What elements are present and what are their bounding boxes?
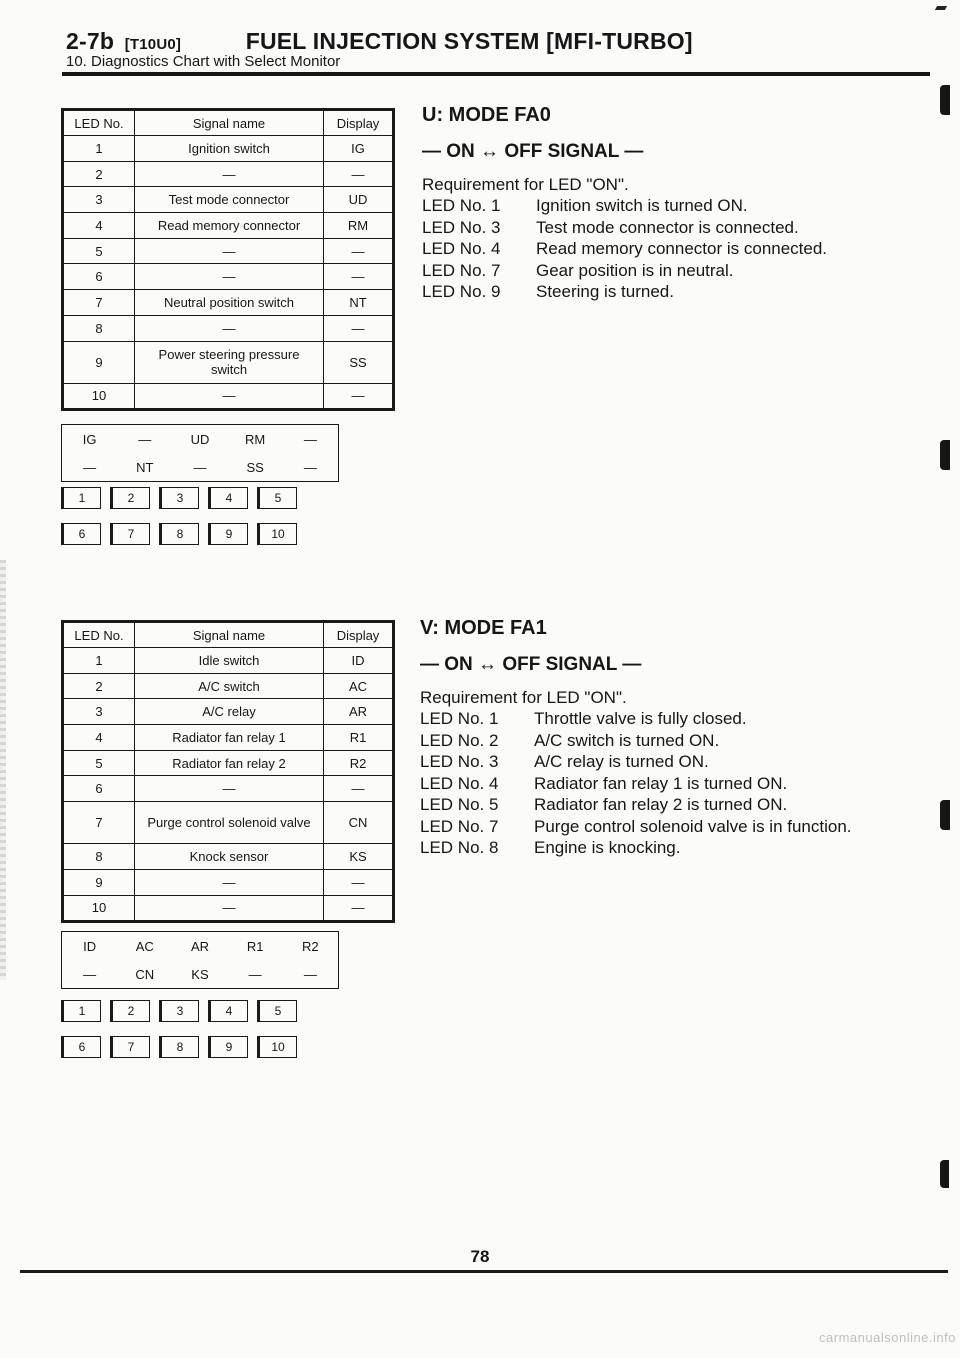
led-number-cell: 3 xyxy=(64,187,135,213)
led-indicator: 4 xyxy=(208,487,248,509)
led-indicator: 4 xyxy=(208,1000,248,1022)
led-requirement-item xyxy=(420,730,852,752)
display-code-cell: — xyxy=(324,869,393,895)
fa0-requirement: Requirement for LED "ON". xyxy=(422,175,629,194)
led-number-cell: 7 xyxy=(64,290,135,316)
led-number-cell: 5 xyxy=(64,750,135,776)
led-indicator: 9 xyxy=(208,1036,248,1058)
requirement-text: Test mode connector is connected. xyxy=(536,217,799,237)
display-code-cell: AC xyxy=(324,673,393,699)
led-indicator: 5 xyxy=(257,487,297,509)
fa1-description xyxy=(420,617,852,859)
requirement-text: Ignition switch is turned ON. xyxy=(536,196,748,215)
signal-name-cell: Idle switch xyxy=(135,648,324,674)
display-code-cell: NT xyxy=(324,290,393,316)
fa0-description xyxy=(422,104,827,303)
table-row xyxy=(64,187,393,213)
signal-name-cell: A/C switch xyxy=(135,673,324,699)
col-signal-name: Signal name xyxy=(135,111,324,136)
led-number-cell: 2 xyxy=(64,161,135,187)
fa1-subheading: — ON ↔ OFF SIGNAL — xyxy=(420,654,642,675)
display-code: AC xyxy=(135,938,154,954)
fa0-heading: U: MODE FA0 xyxy=(422,104,551,126)
display-code: — xyxy=(83,966,97,982)
col-led-no: LED No. xyxy=(64,111,135,136)
led-label: LED No. 3 xyxy=(420,752,499,771)
display-code: KS xyxy=(191,966,209,982)
requirement-text: Engine is knocking. xyxy=(534,838,681,857)
led-requirement-item xyxy=(422,238,827,260)
led-indicator: 6 xyxy=(61,523,101,545)
led-number-cell: 3 xyxy=(64,699,135,725)
led-requirement-item xyxy=(420,773,852,795)
signal-name-cell: — xyxy=(135,315,324,341)
led-requirement-item xyxy=(420,816,852,838)
led-label: LED No. 7 xyxy=(422,260,501,280)
signal-name-cell: Ignition switch xyxy=(135,136,324,162)
led-indicator: 3 xyxy=(159,487,199,509)
led-number-cell: 2 xyxy=(64,673,135,699)
requirement-text: Steering is turned. xyxy=(536,282,674,301)
binder-hole-mark xyxy=(940,85,950,115)
signal-name-cell: — xyxy=(135,776,324,802)
led-requirement-item xyxy=(422,260,827,282)
led-indicator: 1 xyxy=(61,1000,101,1022)
led-label: LED No. 1 xyxy=(422,196,501,215)
display-code: — xyxy=(193,459,207,475)
led-indicator: 2 xyxy=(110,487,150,509)
signal-name-cell: Test mode connector xyxy=(135,187,324,213)
signal-name-cell: — xyxy=(135,383,324,409)
fa0-signal-table xyxy=(61,108,395,411)
led-indicator: 2 xyxy=(110,1000,150,1022)
display-code: RM xyxy=(245,431,266,447)
table-row xyxy=(64,648,393,674)
led-number-cell: 4 xyxy=(64,725,135,751)
led-number-cell: 9 xyxy=(64,341,135,383)
signal-name-cell: Neutral position switch xyxy=(135,290,324,316)
led-number-cell: 1 xyxy=(64,136,135,162)
display-code: R1 xyxy=(246,938,264,954)
led-indicator: 5 xyxy=(257,1000,297,1022)
display-code: IG xyxy=(82,431,97,447)
requirement-text: Throttle valve is fully closed. xyxy=(534,709,747,728)
fa1-signal-table xyxy=(61,620,395,923)
led-indicator: 9 xyxy=(208,523,248,545)
led-number-cell: 10 xyxy=(64,383,135,409)
led-label: LED No. 3 xyxy=(422,217,501,237)
page-subtitle: 10. Diagnostics Chart with Select Monitor xyxy=(66,53,341,70)
display-code: — xyxy=(303,966,317,982)
led-requirement-item xyxy=(422,281,827,303)
display-code-cell: — xyxy=(324,264,393,290)
header-rule xyxy=(62,72,930,76)
table-row xyxy=(64,136,393,162)
table-row xyxy=(64,844,393,870)
requirement-text: Radiator fan relay 2 is turned ON. xyxy=(534,795,788,814)
led-indicator: 10 xyxy=(257,1036,297,1058)
table-row xyxy=(64,383,393,409)
led-number-cell: 5 xyxy=(64,238,135,264)
display-code-cell: RM xyxy=(324,213,393,239)
display-code-cell: KS xyxy=(324,844,393,870)
fa1-requirement: Requirement for LED "ON". xyxy=(420,688,627,707)
signal-name-cell: A/C relay xyxy=(135,699,324,725)
display-code: UD xyxy=(190,431,210,447)
table-row xyxy=(64,802,393,844)
fa1-display-box xyxy=(61,931,339,989)
display-code-cell: R2 xyxy=(324,750,393,776)
col-display: Display xyxy=(324,111,393,136)
display-code-cell: — xyxy=(324,238,393,264)
table-row xyxy=(64,895,393,921)
display-code: — xyxy=(138,431,152,447)
table-row xyxy=(64,315,393,341)
col-display: Display xyxy=(324,623,393,648)
table-row xyxy=(64,699,393,725)
display-code: — xyxy=(248,966,262,982)
led-requirement-item xyxy=(420,794,852,816)
led-indicator: 10 xyxy=(257,523,297,545)
display-code-cell: SS xyxy=(324,341,393,383)
signal-name-cell: Read memory connector xyxy=(135,213,324,239)
display-code-cell: — xyxy=(324,161,393,187)
col-led-no: LED No. xyxy=(64,623,135,648)
scan-mark xyxy=(935,6,947,10)
table-row xyxy=(64,776,393,802)
section-number: 2-7b xyxy=(66,28,115,54)
watermark-text: carmanualsonline.info xyxy=(819,1330,956,1345)
led-label: LED No. 5 xyxy=(420,795,499,814)
signal-name-cell: Knock sensor xyxy=(135,844,324,870)
signal-name-cell: Purge control solenoid valve xyxy=(135,802,324,844)
led-number-cell: 8 xyxy=(64,844,135,870)
signal-name-cell: — xyxy=(135,238,324,264)
signal-name-cell: Radiator fan relay 1 xyxy=(135,725,324,751)
led-indicator: 3 xyxy=(159,1000,199,1022)
led-label: LED No. 4 xyxy=(420,773,499,793)
display-code-cell: — xyxy=(324,895,393,921)
table-row xyxy=(64,290,393,316)
led-number-cell: 4 xyxy=(64,213,135,239)
led-number-cell: 6 xyxy=(64,264,135,290)
led-indicator: 8 xyxy=(159,523,199,545)
led-label: LED No. 8 xyxy=(420,838,499,857)
footer-rule xyxy=(20,1270,948,1273)
signal-name-cell: Power steering pressure switch xyxy=(135,341,324,383)
led-requirement-item xyxy=(420,708,852,730)
fa1-led-panel xyxy=(61,1000,297,1058)
display-code: SS xyxy=(246,459,264,475)
display-code-cell: IG xyxy=(324,136,393,162)
display-code-cell: ID xyxy=(324,648,393,674)
display-code: CN xyxy=(135,966,155,982)
table-row xyxy=(64,750,393,776)
led-requirement-item xyxy=(420,837,852,859)
led-requirement-item xyxy=(420,751,852,773)
signal-name-cell: Radiator fan relay 2 xyxy=(135,750,324,776)
table-row xyxy=(64,725,393,751)
fa0-led-panel xyxy=(61,487,297,545)
requirement-text: Read memory connector is connected. xyxy=(536,239,828,258)
display-code: — xyxy=(83,459,97,475)
display-code: ID xyxy=(83,938,97,954)
led-number-cell: 7 xyxy=(64,802,135,844)
led-label: LED No. 7 xyxy=(420,816,499,836)
requirement-text: Purge control solenoid valve is in function. xyxy=(534,816,852,836)
display-code-cell: — xyxy=(324,776,393,802)
led-requirement-item xyxy=(422,217,827,239)
fa0-subheading: — ON ↔ OFF SIGNAL — xyxy=(422,141,644,162)
display-code-cell: — xyxy=(324,383,393,409)
requirement-text: A/C switch is turned ON. xyxy=(534,730,720,750)
display-code: NT xyxy=(136,459,154,475)
table-row xyxy=(64,673,393,699)
table-row xyxy=(64,341,393,383)
display-code-cell: R1 xyxy=(324,725,393,751)
led-number-cell: 9 xyxy=(64,869,135,895)
requirement-text: A/C relay is turned ON. xyxy=(534,752,709,771)
display-code-cell: — xyxy=(324,315,393,341)
requirement-text: Radiator fan relay 1 is turned ON. xyxy=(534,773,788,793)
display-code: — xyxy=(303,459,317,475)
display-code-cell: AR xyxy=(324,699,393,725)
led-label: LED No. 4 xyxy=(422,239,501,258)
page-number: 78 xyxy=(470,1247,490,1266)
led-label: LED No. 1 xyxy=(420,709,499,728)
table-row xyxy=(64,869,393,895)
display-code: — xyxy=(303,431,317,447)
page-header xyxy=(66,28,693,55)
table-row xyxy=(64,238,393,264)
led-number-cell: 10 xyxy=(64,895,135,921)
led-indicator: 1 xyxy=(61,487,101,509)
fa1-heading: V: MODE FA1 xyxy=(420,617,547,639)
signal-name-cell: — xyxy=(135,264,324,290)
table-row xyxy=(64,213,393,239)
requirement-text: Gear position is in neutral. xyxy=(536,260,734,280)
display-code-cell: CN xyxy=(324,802,393,844)
led-number-cell: 8 xyxy=(64,315,135,341)
fa0-display-box xyxy=(61,424,339,482)
led-requirement-item xyxy=(422,195,827,217)
scan-edge xyxy=(0,560,6,980)
display-code: AR xyxy=(190,938,209,954)
led-label: LED No. 9 xyxy=(422,282,501,301)
signal-name-cell: — xyxy=(135,161,324,187)
signal-name-cell: — xyxy=(135,895,324,921)
table-row xyxy=(64,264,393,290)
binder-hole-mark xyxy=(940,440,950,470)
col-signal-name: Signal name xyxy=(135,623,324,648)
led-number-cell: 6 xyxy=(64,776,135,802)
page-title: FUEL INJECTION SYSTEM [MFI-TURBO] xyxy=(245,28,693,54)
led-indicator: 8 xyxy=(159,1036,199,1058)
display-code-cell: UD xyxy=(324,187,393,213)
table-row xyxy=(64,161,393,187)
led-number-cell: 1 xyxy=(64,648,135,674)
led-indicator: 7 xyxy=(110,1036,150,1058)
signal-name-cell: — xyxy=(135,869,324,895)
binder-hole-mark xyxy=(940,800,950,830)
section-code: [T10U0] xyxy=(124,36,182,53)
led-indicator: 7 xyxy=(110,523,150,545)
display-code: R2 xyxy=(302,938,319,954)
led-label: LED No. 2 xyxy=(420,730,499,750)
led-indicator: 6 xyxy=(61,1036,101,1058)
binder-hole-mark xyxy=(940,1160,949,1188)
